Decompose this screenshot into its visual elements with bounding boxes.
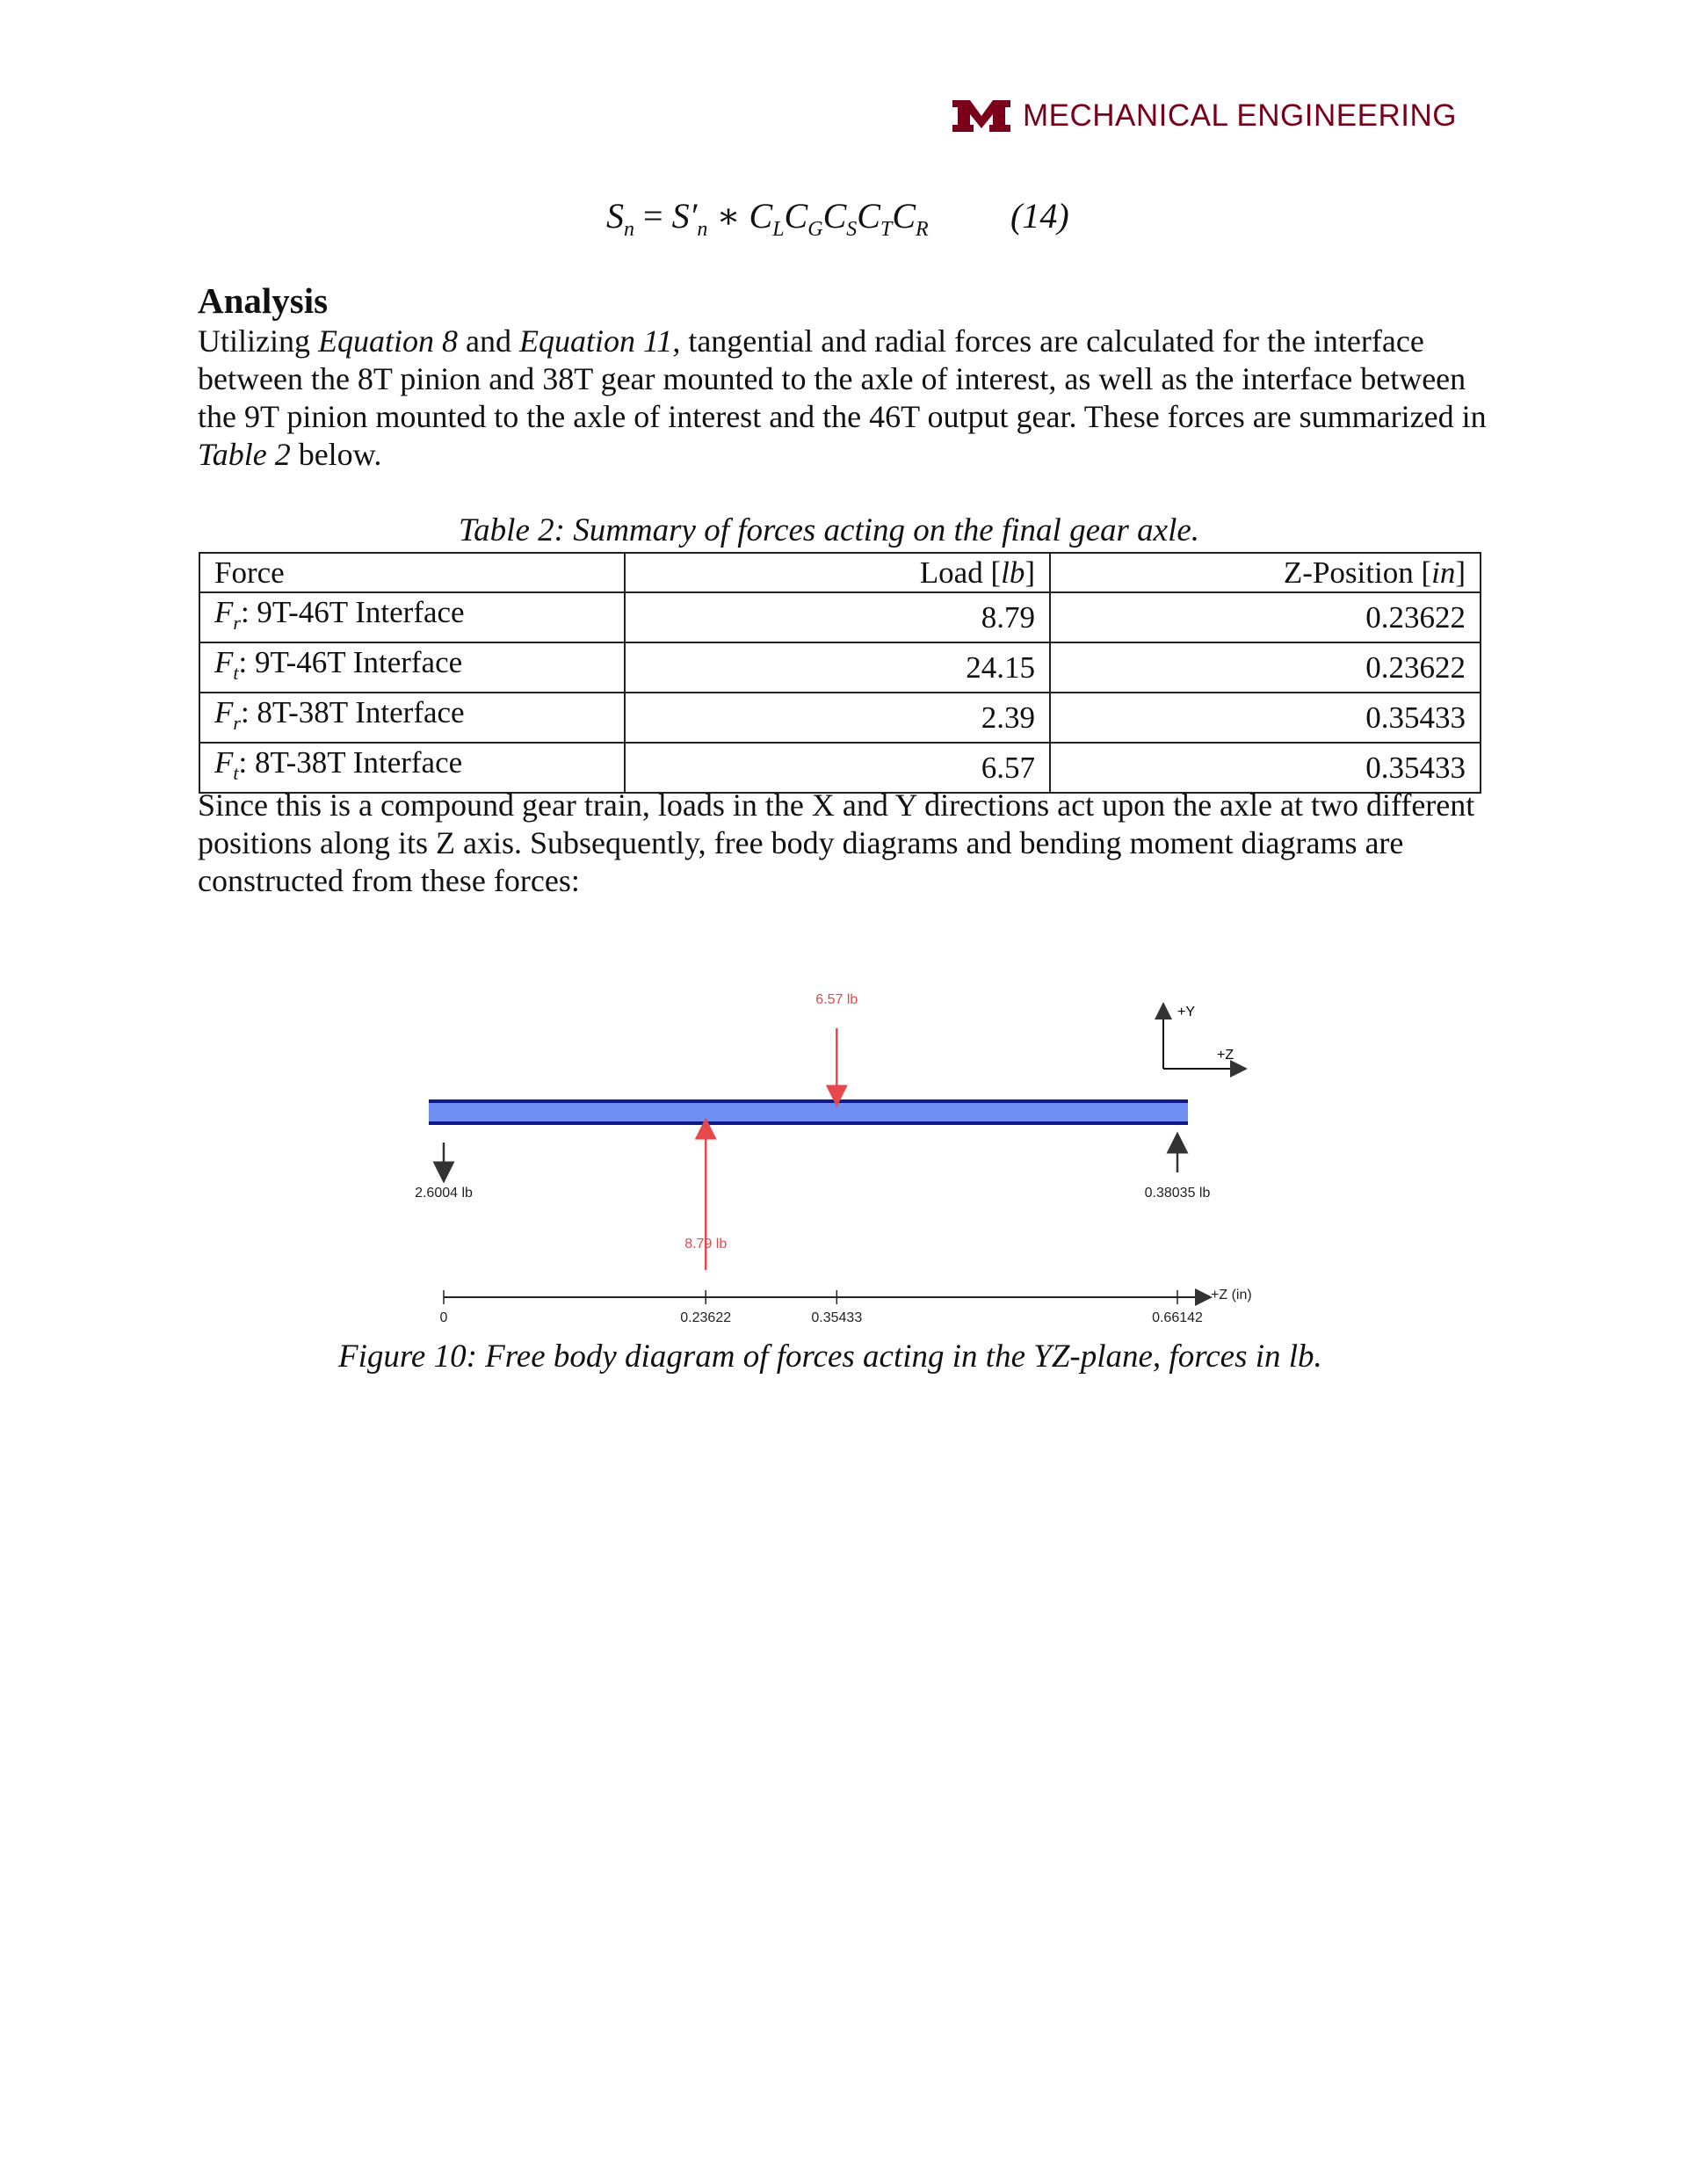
axle-beam [429,1101,1188,1123]
axis-tick-label: 0.23622 [680,1310,732,1325]
free-body-diagram [0,958,1687,1336]
axis-tick-label: 0.66142 [1152,1310,1203,1325]
analysis-paragraph-2: Since this is a compound gear train, loads in the X and Y directions act upon the axle at two different positions along its Z axis. Subsequently, free body diagrams and bending moment diagrams are constructed from these forces: [198,787,1475,898]
table-caption: Table 2: Summary of forces acting on the final gear axle. [459,512,1200,548]
table-row: $F_t$: 9T-46T Interface 24.15 0.23622 [199,642,1481,693]
header-force: Force [199,553,625,592]
z-position-axis-label: +Z (in) [1211,1288,1252,1302]
table-row: $F_r$: 9T-46T Interface 8.79 0.23622 [199,592,1481,642]
analysis-paragraph-1: Utilizing Equation 8 and Equation 11, tangential and radial forces are calculated for the interface between the 8T pinion and 38T gear mounted to the axle of interest, as well as the interface between the 9T pinion mounted to the axle of interest and the 46T output gear. These forces are summarized in Table 2 below. [198,323,1487,472]
equation-8-ref: Equation 8 [318,323,458,359]
radial-force-label: 8.79 lb [684,1237,728,1252]
forces-table [199,552,1481,794]
section-heading: Analysis [198,280,329,321]
header-load: Load [lb] [625,553,1050,592]
table-header-row [199,553,1481,592]
table-2-ref: Table 2 [198,437,291,472]
axis-tick-label: 0.35433 [811,1310,863,1325]
z-axis-label: +Z [1217,1048,1234,1063]
header-title: MECHANICAL ENGINEERING [1023,98,1457,133]
figure-caption: Figure 10: Free body diagram of forces acting in the YZ-plane, forces in lb. [338,1339,1322,1375]
page-header [951,98,1457,134]
axis-tick-label: 0 [439,1310,448,1325]
equation-14: $S_n = S'_n$ ∗ $C_LC_GC_SC_TC_R$ [606,196,929,241]
table-row: $F_r$: 8T-38T Interface 2.39 0.35433 [199,693,1481,743]
y-axis-label: +Y [1177,1005,1196,1019]
left-reaction-label: 2.6004 lb [415,1186,473,1201]
tangential-force-label: 6.57 lb [815,992,858,1007]
university-m-logo-icon [951,98,1012,134]
table-row: $F_t$: 8T-38T Interface 6.57 0.35433 [199,743,1481,793]
equation-11-ref: Equation 11 [518,323,673,359]
eq-lhs: S [606,196,624,236]
equation-number: (14) [1010,196,1069,236]
right-reaction-label: 0.38035 lb [1144,1186,1211,1201]
header-z-position: Z-Position [in] [1050,553,1481,592]
